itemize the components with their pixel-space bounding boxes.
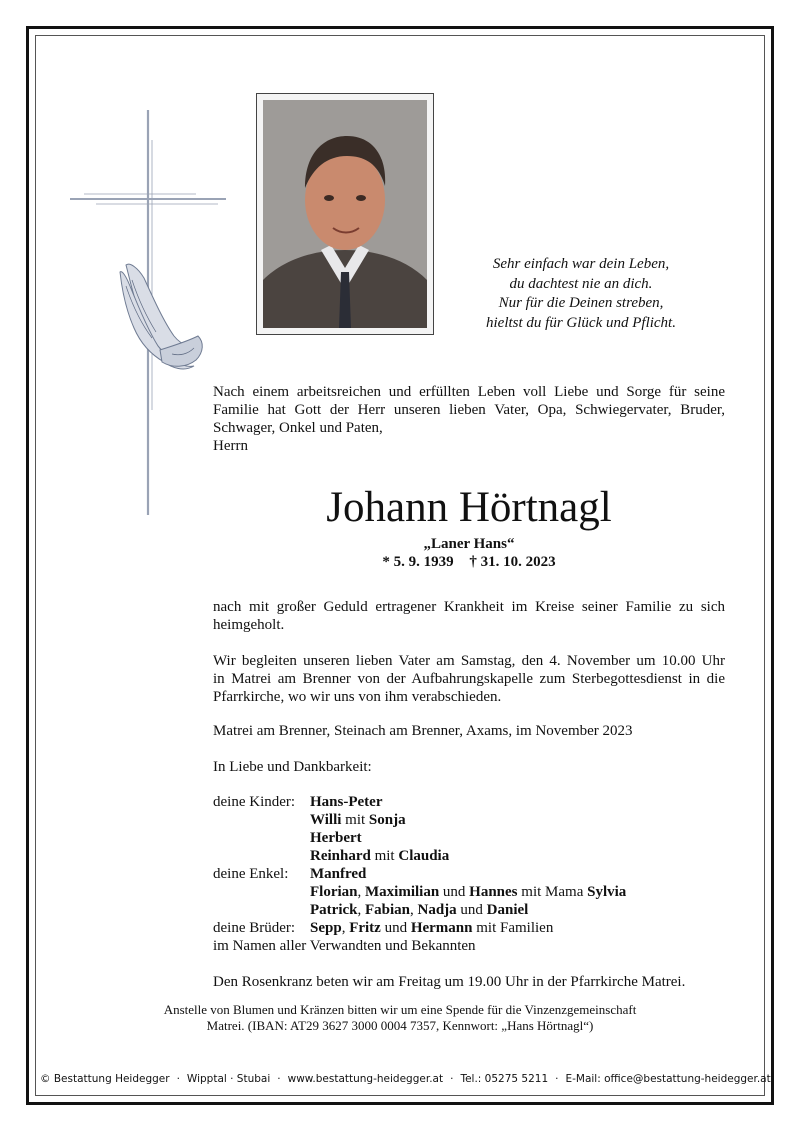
donation-line: Matrei. (IBAN: AT29 3627 3000 0004 7357, Kennwort: „Hans Hörtnagl“): [206, 1018, 594, 1033]
connector: und: [460, 902, 483, 918]
connector: mit Familien: [476, 920, 554, 936]
donation-line: Anstelle von Blumen und Kränzen bitten wir um eine Spende für die Vinzenzgemeinschaft: [163, 1002, 637, 1017]
brother-name: Hermann: [410, 920, 473, 936]
brother-name: Sepp: [310, 920, 342, 936]
family-row: [213, 829, 725, 847]
child-name: Herbert: [310, 830, 362, 846]
donation-note: [80, 1002, 720, 1034]
footer-region: Wipptal · Stubai: [186, 1073, 271, 1085]
family-row: [213, 811, 725, 829]
family-row: [213, 793, 725, 811]
rosary-line: Den Rosenkranz beten wir am Freitag um 19.00 Uhr in der Pfarrkirche Matrei.: [213, 974, 686, 990]
connector: und: [384, 920, 408, 936]
passing-line: nach mit großer Geduld ertragener Krankheit im Kreise seiner Familie zu sich: [213, 599, 725, 615]
grandchild-name: Hannes: [469, 884, 518, 900]
intro-paragraph: [213, 383, 725, 455]
poem-line: Nur für die Deinen streben,: [498, 295, 664, 311]
connector: mit Mama: [521, 884, 584, 900]
footer-separator: ·: [277, 1073, 281, 1085]
family-row: [213, 847, 725, 865]
family-row: Patrick, Fabian, Nadja und Daniel: [310, 902, 529, 918]
grandchild-name: Maximilian: [365, 884, 440, 900]
child-name: Willi: [310, 812, 342, 828]
relatives-line: im Namen aller Verwandten und Bekannten: [213, 938, 476, 954]
partner-name: Claudia: [398, 848, 450, 864]
deceased-name: Johann Hörtnagl: [326, 484, 612, 531]
intro-line: Herrn: [213, 438, 248, 454]
poem-line: du dachtest nie an dich.: [509, 275, 653, 292]
intro-line: Familie hat Gott der Herr unseren lieben Vater, Opa, Schwiegervater, Bruder,: [213, 402, 725, 418]
grandchild-name: Florian: [310, 884, 358, 900]
cross-icon: [68, 110, 228, 515]
family-row: [213, 865, 725, 883]
child-name: Reinhard: [310, 848, 371, 864]
grandchild-name: Patrick: [310, 902, 358, 918]
children-label: deine Kinder:: [213, 794, 296, 810]
poem-line: hieltst du für Glück und Pflicht.: [486, 314, 676, 331]
service-line: Wir begleiten unseren lieben Vater am Samstag, den 4. November um 10.00 Uhr: [213, 653, 725, 669]
intro-line: Nach einem arbeitsreichen und erfüllten Leben voll Liebe und Sorge für seine: [213, 384, 725, 400]
deceased-nickname: „Laner Hans“: [423, 536, 515, 552]
poem-line: Sehr einfach war dein Leben,: [492, 256, 670, 272]
intro-line: Schwager, Onkel und Paten,: [213, 420, 383, 436]
grandchild-name: Daniel: [486, 902, 529, 918]
grandchild-name: Fabian: [364, 902, 410, 918]
footer-website[interactable]: www.bestattung-heidegger.at: [287, 1073, 444, 1085]
connector: mit: [345, 812, 366, 828]
family-list: [213, 793, 725, 955]
poem: [450, 255, 712, 333]
service-line: Pfarrkirche, wo wir uns von ihm verabschieden.: [213, 689, 502, 705]
footer-separator: ·: [176, 1073, 180, 1085]
footer-separator: ·: [555, 1073, 559, 1085]
grandchildren-label: deine Enkel:: [213, 866, 289, 882]
footer-email[interactable]: E-Mail: office@bestattung-heidegger.at: [565, 1073, 771, 1085]
gratitude-line: In Liebe und Dankbarkeit:: [213, 759, 372, 775]
portrait-photo: [263, 100, 427, 328]
passing-line: heimgeholt.: [213, 617, 285, 633]
partner-name: Sonja: [368, 812, 406, 828]
connector: und: [442, 884, 466, 900]
passing-paragraph: [213, 598, 725, 634]
child-name: Hans-Peter: [310, 794, 383, 810]
portrait-frame: [256, 93, 434, 335]
service-line: in Matrei am Brenner von der Aufbahrungskapelle zum Sterbegottesdienst in die: [213, 671, 725, 687]
footer: [40, 1073, 771, 1085]
grandchild-name: Nadja: [417, 902, 457, 918]
death-date: † 31. 10. 2023: [469, 554, 556, 570]
brother-name: Fritz: [349, 920, 381, 936]
footer-copyright: © Bestattung Heidegger: [40, 1073, 170, 1085]
service-paragraph: [213, 652, 725, 706]
birth-date: * 5. 9. 1939: [382, 554, 454, 570]
life-dates: [213, 553, 725, 571]
footer-separator: ·: [450, 1073, 454, 1085]
places-date: Matrei am Brenner, Steinach am Brenner, Axams, im November 2023: [213, 723, 633, 739]
family-row: deine Brüder: Sepp, Fritz und Hermann mit Familien: [213, 920, 554, 936]
family-row: Florian, Maximilian und Hannes mit Mama Sylvia: [310, 884, 627, 900]
footer-phone: Tel.: 05275 5211: [460, 1073, 549, 1085]
mother-name: Sylvia: [587, 884, 627, 900]
connector: mit: [374, 848, 395, 864]
brothers-label: deine Brüder:: [213, 920, 296, 936]
grandchild-name: Manfred: [310, 866, 367, 882]
